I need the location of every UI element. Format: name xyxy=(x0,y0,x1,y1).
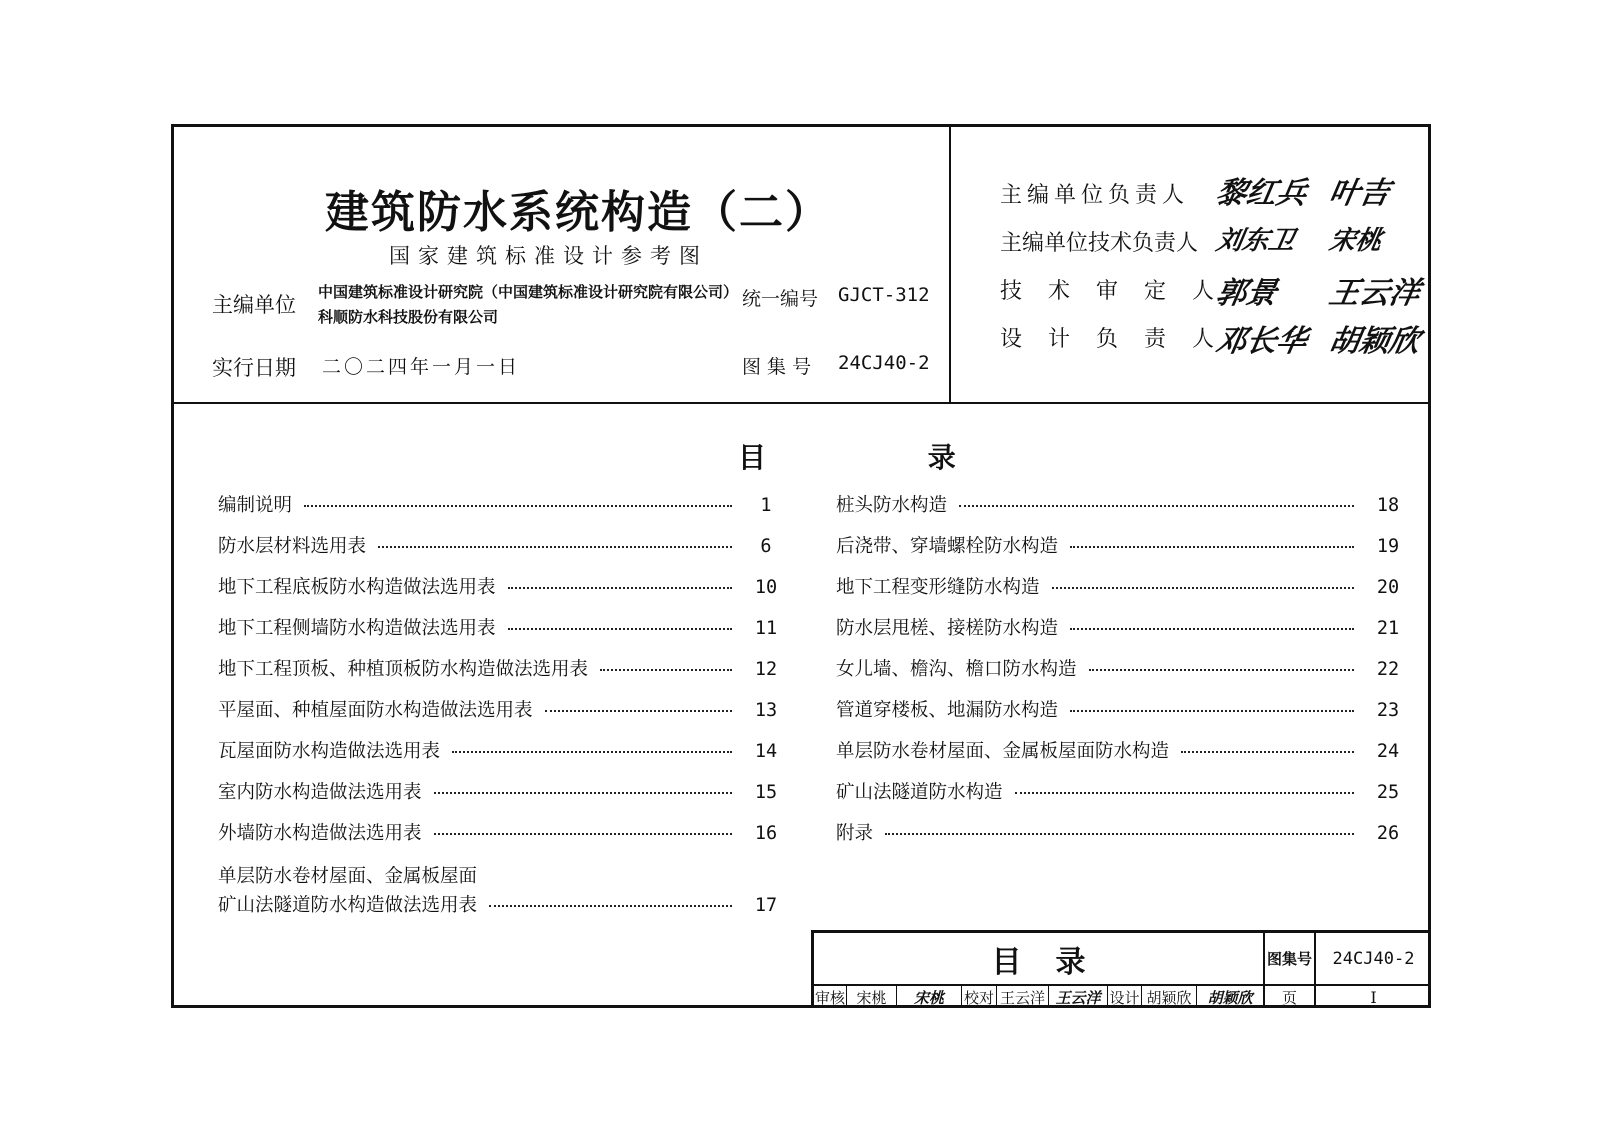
leader-dots xyxy=(434,792,732,794)
leader-dots xyxy=(378,546,732,548)
toc-item-title: 女儿墙、檐沟、檐口防水构造 xyxy=(836,659,1077,680)
toc-item-page: 11 xyxy=(754,618,778,639)
review-label: 审核 xyxy=(814,988,845,1007)
toc-item-title: 室内防水构造做法选用表 xyxy=(218,782,422,803)
design-signature: 胡颖欣 xyxy=(1207,988,1253,1007)
leader-dots xyxy=(1052,587,1354,589)
toc-item[interactable] xyxy=(836,532,1408,558)
page-number: I xyxy=(1370,987,1377,1007)
signature: 宋桃 xyxy=(1326,226,1385,256)
toc-item-page: 1 xyxy=(760,495,772,516)
toc-item[interactable] xyxy=(218,532,786,558)
check-signature: 王云洋 xyxy=(1055,988,1101,1007)
toc-item-page: 17 xyxy=(754,895,778,916)
toc-item-title: 编制说明 xyxy=(218,495,293,516)
atlas-no-label: 图 集 号 xyxy=(742,356,812,378)
header-vertical-divider xyxy=(949,124,951,403)
toc-item[interactable] xyxy=(218,573,786,599)
toc-item-page: 12 xyxy=(754,659,778,680)
signature: 刘东卫 xyxy=(1213,226,1298,256)
leader-dots xyxy=(885,833,1354,835)
document-title: 建筑防水系统构造（二） xyxy=(325,187,831,238)
leader-dots xyxy=(452,751,732,753)
toc-item[interactable] xyxy=(836,491,1408,517)
design-label: 设计 xyxy=(1109,988,1140,1007)
leader-dots xyxy=(545,710,732,712)
toc-item-page: 13 xyxy=(754,700,778,721)
leader-dots xyxy=(434,833,732,835)
title-block-atlas-no: 24CJ40-2 xyxy=(1332,948,1415,969)
title-block-atlas-label: 图集号 xyxy=(1266,950,1312,968)
toc-item-page: 21 xyxy=(1376,618,1400,639)
toc-item-title: 矿山法隧道防水构造 xyxy=(836,782,1003,803)
leader-dots xyxy=(508,587,732,589)
toc-title: 目 录 xyxy=(738,441,1032,474)
toc-item-page: 26 xyxy=(1376,823,1400,844)
toc-item-page: 25 xyxy=(1376,782,1400,803)
leader-dots xyxy=(959,505,1354,507)
toc-item[interactable] xyxy=(218,778,786,804)
header-divider xyxy=(171,402,1431,404)
design-name: 胡颖欣 xyxy=(1146,988,1192,1007)
toc-item[interactable] xyxy=(836,573,1408,599)
toc-item-page: 14 xyxy=(754,741,778,762)
toc-item-page: 19 xyxy=(1376,536,1400,557)
toc-item[interactable] xyxy=(218,655,786,681)
leader-dots xyxy=(489,905,732,907)
uniform-no-label: 统一编号 xyxy=(742,288,819,310)
uniform-no: GJCT-312 xyxy=(838,284,930,306)
toc-item-page: 18 xyxy=(1376,495,1400,516)
toc-item[interactable] xyxy=(836,737,1408,763)
date-label: 实行日期 xyxy=(212,356,296,380)
toc-item[interactable] xyxy=(836,614,1408,640)
signature: 胡颖欣 xyxy=(1326,324,1423,359)
toc-item-page: 15 xyxy=(754,782,778,803)
review-signature: 宋桃 xyxy=(913,988,944,1007)
toc-item[interactable] xyxy=(218,819,786,845)
toc-item-title: 矿山法隧道防水构造做法选用表 xyxy=(218,895,478,916)
toc-item-title: 单层防水卷材屋面、金属板屋面防水构造 xyxy=(836,741,1170,762)
check-label: 校对 xyxy=(963,988,994,1007)
implementation-date: 二〇二四年一月一日 xyxy=(322,356,521,378)
leader-dots xyxy=(508,628,732,630)
toc-item-title: 防水层材料选用表 xyxy=(218,536,367,557)
toc-item[interactable] xyxy=(218,696,786,722)
leader-dots xyxy=(1070,546,1354,548)
toc-item-page: 6 xyxy=(760,536,772,557)
signature: 王云洋 xyxy=(1326,276,1423,311)
atlas-no: 24CJ40-2 xyxy=(838,352,930,374)
toc-item-page: 20 xyxy=(1376,577,1400,598)
toc-item[interactable] xyxy=(836,696,1408,722)
signature-role: 主编单位技术负责人 xyxy=(1000,231,1199,256)
editor-unit-1: 中国建筑标准设计研究院（中国建筑标准设计研究院有限公司） xyxy=(318,283,739,301)
toc-item-title-line1: 单层防水卷材屋面、金属板屋面 xyxy=(218,866,478,887)
leader-dots xyxy=(600,669,732,671)
toc-item-page: 24 xyxy=(1376,741,1400,762)
toc-item[interactable] xyxy=(836,778,1408,804)
signature: 黎红兵 xyxy=(1213,176,1310,211)
signature: 叶吉 xyxy=(1326,176,1393,211)
signature-role: 设计负责人 xyxy=(1000,327,1241,352)
toc-item-title: 桩头防水构造 xyxy=(836,495,948,516)
signature-role: 主编单位负责人 xyxy=(1000,183,1190,208)
review-name: 宋桃 xyxy=(856,988,887,1007)
signature-role: 技术审定人 xyxy=(1000,279,1241,304)
toc-item-title: 地下工程底板防水构造做法选用表 xyxy=(218,577,496,598)
toc-item-title: 地下工程侧墙防水构造做法选用表 xyxy=(218,618,496,639)
title-block-name: 目录 xyxy=(991,944,1120,980)
leader-dots xyxy=(1015,792,1354,794)
toc-item-title: 管道穿楼板、地漏防水构造 xyxy=(836,700,1059,721)
toc-item-title: 地下工程顶板、种植顶板防水构造做法选用表 xyxy=(218,659,589,680)
toc-item-page: 22 xyxy=(1376,659,1400,680)
toc-item[interactable] xyxy=(218,891,786,917)
toc-item-title: 地下工程变形缝防水构造 xyxy=(836,577,1040,598)
leader-dots xyxy=(1181,751,1354,753)
page-label: 页 xyxy=(1281,988,1297,1007)
toc-item-title: 外墙防水构造做法选用表 xyxy=(218,823,422,844)
toc-item[interactable] xyxy=(836,819,1408,845)
editor-unit-2: 科顺防水科技股份有限公司 xyxy=(318,308,499,326)
document-subtitle: 国家建筑标准设计参考图 xyxy=(389,244,708,268)
toc-item[interactable] xyxy=(836,655,1408,681)
toc-item-title: 瓦屋面防水构造做法选用表 xyxy=(218,741,441,762)
leader-dots xyxy=(1070,710,1354,712)
toc-item-title: 平屋面、种植屋面防水构造做法选用表 xyxy=(218,700,533,721)
toc-item-title: 附录 xyxy=(836,823,874,844)
toc-item[interactable] xyxy=(218,737,786,763)
toc-item-page: 10 xyxy=(754,577,778,598)
toc-item[interactable] xyxy=(218,491,786,517)
toc-item-title: 防水层甩槎、接槎防水构造 xyxy=(836,618,1059,639)
toc-item-page: 23 xyxy=(1376,700,1400,721)
editor-label: 主编单位 xyxy=(212,293,296,317)
leader-dots xyxy=(1070,628,1354,630)
toc-item-page: 16 xyxy=(754,823,778,844)
check-name: 王云洋 xyxy=(999,988,1045,1007)
signature: 邓长华 xyxy=(1213,324,1310,359)
toc-item[interactable] xyxy=(218,614,786,640)
leader-dots xyxy=(304,505,732,507)
signature: 郭景 xyxy=(1213,276,1280,311)
toc-item-title: 后浇带、穿墙螺栓防水构造 xyxy=(836,536,1059,557)
leader-dots xyxy=(1089,669,1354,671)
